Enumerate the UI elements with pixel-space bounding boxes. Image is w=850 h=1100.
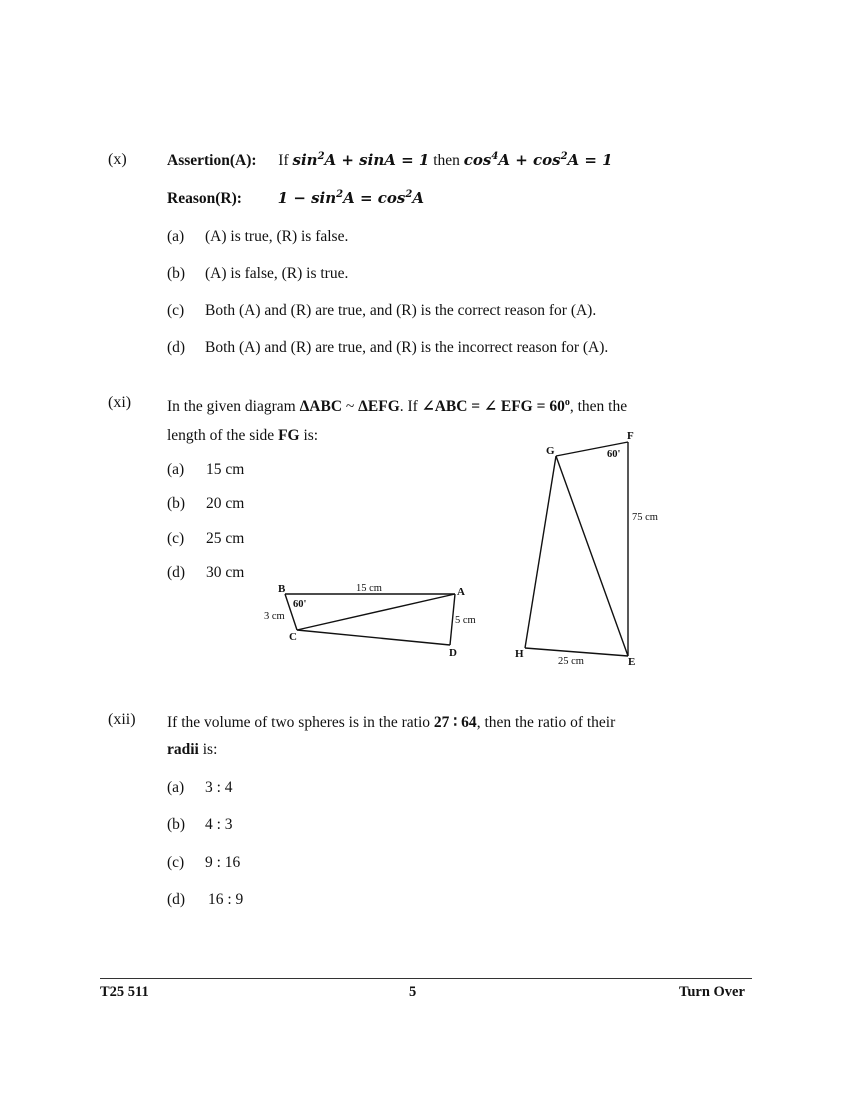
triangle-abc: ΔABC <box>299 398 343 415</box>
question-number: (xii) <box>108 711 136 728</box>
math-part: cos <box>463 151 492 169</box>
option-label: (c) <box>167 854 185 871</box>
math-part: sin <box>292 151 318 169</box>
option-label: (b) <box>167 495 186 512</box>
paper-code: T25 511 <box>100 984 149 1000</box>
question-line-1 <box>167 396 627 416</box>
option-label: (b) <box>167 816 186 833</box>
degree-symbol: o <box>564 397 570 408</box>
math-exponent: 2 <box>336 189 344 200</box>
vertex-e: E <box>628 656 636 668</box>
option-text: 15 cm <box>206 461 245 478</box>
option-label: (a) <box>167 779 185 796</box>
turn-over-label: Turn Over <box>679 984 745 1000</box>
option-text: 25 cm <box>206 530 245 547</box>
assertion-rhs <box>464 151 613 169</box>
assertion-lhs <box>293 151 430 169</box>
side-fe-label: 75 cm <box>632 512 658 523</box>
vertex-b: B <box>278 583 286 595</box>
math-exponent: 4 <box>491 151 499 162</box>
option-label: (c) <box>167 302 185 319</box>
option-text: 9 : 16 <box>205 854 241 871</box>
option-label: (d) <box>167 891 186 908</box>
diagonal-ge-line <box>556 456 628 656</box>
similar-symbol: ~ <box>345 398 355 415</box>
option-text: (A) is true, (R) is false. <box>205 228 349 245</box>
question-text: is: <box>303 427 319 444</box>
question-line-2 <box>167 741 217 759</box>
side-ba-label: 15 cm <box>356 583 382 594</box>
option-text: 3 : 4 <box>205 779 233 796</box>
math-exponent: 2 <box>405 189 413 200</box>
side-he-line <box>525 648 628 656</box>
math-part: A <box>412 189 424 207</box>
question-line-2 <box>167 427 318 445</box>
side-fg: FG <box>278 427 300 444</box>
figure-efgh <box>505 428 685 673</box>
reason-equation <box>278 189 424 207</box>
option-label: (b) <box>167 265 186 282</box>
option-label: (a) <box>167 461 185 478</box>
assertion-then: then <box>433 152 460 169</box>
assertion-line <box>167 151 613 170</box>
reason-line <box>167 189 424 208</box>
option-text: 16 : 9 <box>208 891 244 908</box>
reason-label: Reason(R): <box>167 190 242 207</box>
side-ad-label: 5 cm <box>455 615 476 626</box>
vertex-h: H <box>515 648 524 660</box>
page-number: 5 <box>409 984 417 1000</box>
question-number: (xi) <box>108 394 132 411</box>
vertex-a: A <box>457 586 465 598</box>
vertex-g: G <box>546 445 555 457</box>
math-part: A + cos <box>498 151 561 169</box>
option-label: (c) <box>167 530 185 547</box>
radii-word: radii <box>167 741 199 758</box>
option-text: Both (A) and (R) are true, and (R) is the correct reason for (A). <box>205 302 597 319</box>
angle-label: 60' <box>293 599 307 610</box>
math-part: 1 − sin <box>277 189 337 207</box>
side-gh-line <box>525 456 556 648</box>
triangle-efg: ΔEFG <box>358 398 400 415</box>
question-text: If the volume of two spheres is in the ratio <box>167 714 431 731</box>
question-text: . If <box>399 398 418 415</box>
math-part: A + sinA = 1 <box>324 151 430 169</box>
volume-ratio: 27 ∶ 64 <box>433 714 477 731</box>
assertion-if: If <box>278 152 289 169</box>
option-text: 4 : 3 <box>205 816 233 833</box>
figure-abcd <box>255 578 495 668</box>
question-text: , then the ratio of their <box>476 714 616 731</box>
math-exponent: 2 <box>560 151 568 162</box>
option-label: (a) <box>167 228 185 245</box>
diagonal-ca-line <box>297 594 455 630</box>
question-text: is: <box>202 741 218 758</box>
math-part: A = cos <box>343 189 406 207</box>
question-text: length of the side <box>167 427 275 444</box>
option-text: Both (A) and (R) are true, and (R) is the incorrect reason for (A). <box>205 339 609 356</box>
question-line-1 <box>167 713 615 732</box>
math-exponent: 2 <box>317 151 325 162</box>
math-part: A = 1 <box>567 151 613 169</box>
angle-text: ∠ABC = ∠ EFG = 60 <box>421 398 565 415</box>
angle-equation <box>422 398 570 415</box>
vertex-c: C <box>289 631 297 643</box>
option-text: 30 cm <box>206 564 245 581</box>
vertex-f: F <box>627 430 634 442</box>
question-text: , then the <box>569 398 628 415</box>
side-bc-label: 3 cm <box>264 611 285 622</box>
question-number: (x) <box>108 151 127 168</box>
side-cd-line <box>297 630 450 645</box>
question-text: In the given diagram <box>167 398 296 415</box>
option-label: (d) <box>167 564 186 581</box>
option-text: (A) is false, (R) is true. <box>205 265 349 282</box>
assertion-label: Assertion(A): <box>167 152 257 169</box>
footer-divider <box>100 978 752 979</box>
side-he-label: 25 cm <box>558 656 584 667</box>
angle-label: 60' <box>607 449 621 460</box>
option-label: (d) <box>167 339 186 356</box>
vertex-d: D <box>449 647 457 659</box>
option-text: 20 cm <box>206 495 245 512</box>
